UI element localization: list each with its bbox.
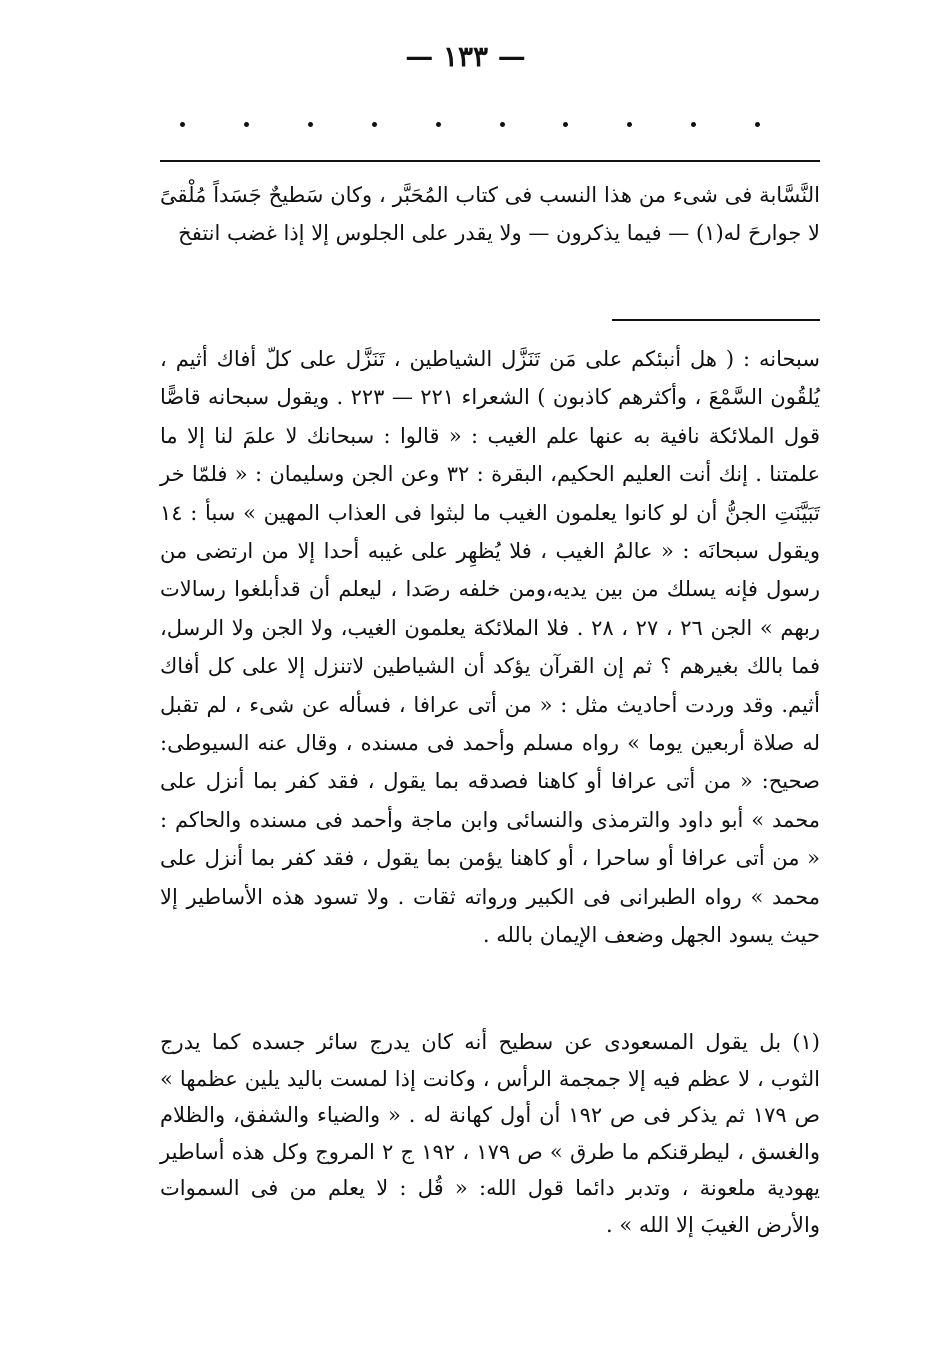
top-paragraph-block bbox=[160, 176, 820, 252]
ornament-dots bbox=[180, 122, 760, 127]
ornament-dot bbox=[436, 122, 441, 127]
footnote-block bbox=[160, 1024, 820, 1243]
ornament-dot bbox=[372, 122, 377, 127]
ornament-dot bbox=[691, 122, 696, 127]
main-text-block bbox=[160, 340, 820, 955]
top-paragraph: النَّسَّابة فى شىء من هذا النسب فى كتاب المُحَبَّر ، وكان سَطيحٌ جَسَداً مُلْقىً لا جوارحَ له(١) — فيما يذكرون — ولا يقدر على الجلوس إلا إذا غضب انتفخ bbox=[160, 183, 820, 245]
ornament-dot bbox=[755, 122, 760, 127]
footnote: (١) بل يقول المسعودى عن سطيح أنه كان يدرج سائر جسده كما يدرج الثوب ، لا عظم فيه إلا جمجمة الرأس ، وكانت إذا لمست باليد يلين عظمها » ص ١٧٩ ثم يذكر فى ص ١٩٢ أن أول كهانة له . « والضياء والشفق، والظلام والغسق ، ليطرقنكم ما طرق » ص ١٧٩ ، ١٩٢ ج ٢ المروج وكل هذه أساطير يهودية ملعونة ، وتدبر دائما قول الله: « قُل : لا يعلم من فى السموات والأرض الغيبَ إلا الله » . bbox=[160, 1030, 821, 1237]
main-paragraph: سبحانه : ( هل أنبئكم على مَن تَنَزَّل الشياطين ، تَنَزَّل على كلّ أفاك أثيم ، يُلقُون السَّمْعَ ، وأكثرهم كاذبون ) الشعراء ٢٢١ — ٢٢٣ . ويقول سبحانه قاصًّا قول الملائكة نافية به عنها علم الغيب : « قالوا : سبحانك لا علمَ لنا إلا ما علمتنا . إنك أنت العليم الحكيم، البقرة : ٣٢ وعن الجن وسليمان : « فلمّا خر تَبَيَّنَتِ الجنُّ أن لو كانوا يعلمون الغيب ما لبثوا فى العذاب المهين » سبأ : ١٤ ويقول سبحانَه : « عالمُ الغيب ، فلا يُظهِر على غيبه أحدا إلا من ارتضى من رسول فإنه يسلك من بين يديه،ومن خلفه رصَدا ، ليعلم أن قدأبلغوا رسالات ربهم » الجن ٢٦ ، ٢٧ ، ٢٨ . فلا الملائكة يعلمون الغيب، ولا الجن ولا الرسل، فما بالك بغيرهم ؟ ثم إن القرآن يؤكد أن الشياطين لاتنزل إلا على كل أفاك أثيم. وقد وردت أحاديث مثل : « من أتى عرافا ، فسأله عن شىء ، لم تقبل له صلاة أربعين يوما » رواه مسلم وأحمد فى مسنده ، وقال عنه السيوطى: صحيح: « من أتى عرافا أو كاهنا فصدقه بما يقول ، فقد كفر بما أنزل على محمد » أبو داود والترمذى والنسائى وابن ماجة وأحمد فى مسنده والحاكم : « من أتى عرافا أو ساحرا ، أو كاهنا يؤمن بما يقول ، فقد كفر بما أنزل على محمد » رواه الطبرانى فى الكبير ورواته ثقات . ولا تسود هذه الأساطير إلا حيث يسود الجهل وضعف الإيمان بالله . bbox=[160, 347, 820, 948]
ornament-dot bbox=[627, 122, 632, 127]
ornament-dot bbox=[244, 122, 249, 127]
top-divider bbox=[160, 160, 820, 162]
ornament-dot bbox=[500, 122, 505, 127]
page-number: — ١٣٣ — bbox=[405, 40, 526, 73]
ornament-dot bbox=[308, 122, 313, 127]
ornament-dot bbox=[563, 122, 568, 127]
ornament-dot bbox=[180, 122, 185, 127]
section-divider bbox=[612, 319, 820, 321]
